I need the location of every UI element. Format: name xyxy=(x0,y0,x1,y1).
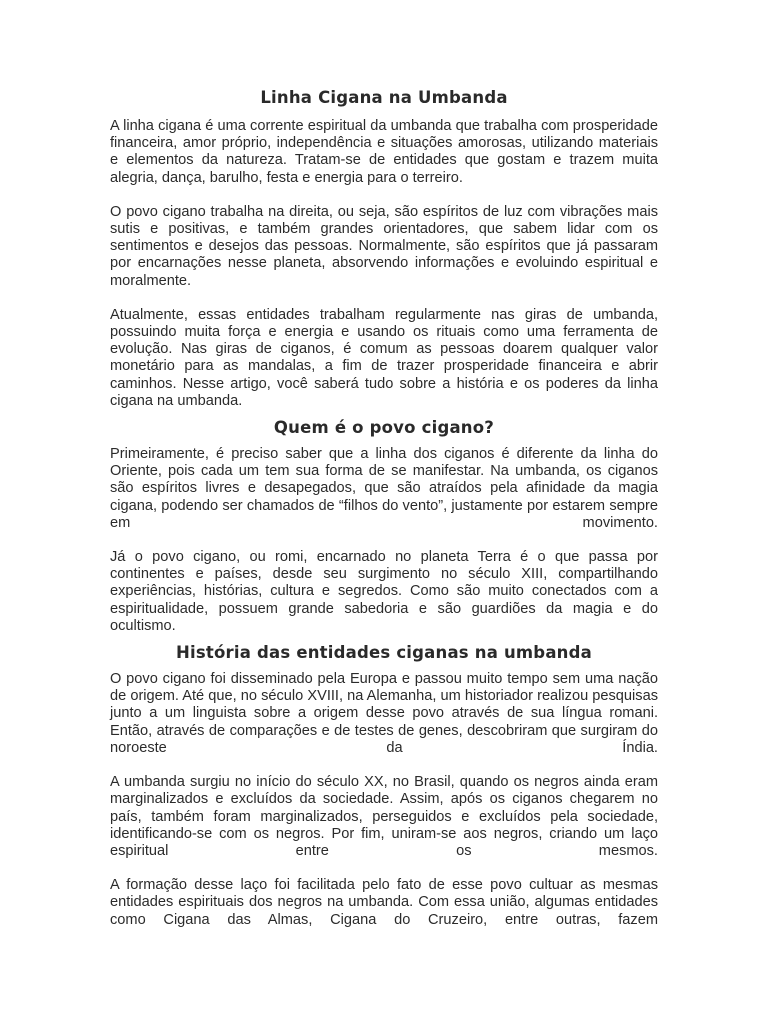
intro-paragraph-2: O povo cigano trabalha na direita, ou seja, são espíritos de luz com vibrações mais sutis e positivas, e também grandes orientadores, que sabem lidar com os sentimentos e desejos das pessoas. Normalmente, são espíritos que já passaram por encarnações nesse planeta, absorvendo informações e evoluindo espiritual e moralmente. xyxy=(110,203,658,289)
intro-paragraph-3: Atualmente, essas entidades trabalham regularmente nas giras de umbanda, possuindo muita força e energia e usando os rituais como uma ferramenta de evolução. Nas giras de ciganos, é comum as pessoas doarem qualquer valor monetário para as mandalas, a fim de trazer prosperidade financeira e abrir caminhos. Nesse artigo, você saberá tudo sobre a história e os poderes da linha cigana na umbanda. xyxy=(110,306,658,409)
section1-paragraph-2: Já o povo cigano, ou romi, encarnado no planeta Terra é o que passa por continentes e países, desde seu surgimento no século XIII, compartilhando experiências, histórias, cultura e segredos. Como são muito conectados com a espiritualidade, possuem grande sabedoria e são guardiões da magia e do ocultismo. xyxy=(110,549,658,634)
section2-paragraph-1: O povo cigano foi disseminado pela Europa e passou muito tempo sem uma nação de origem. Até que, no século XVIII, na Alemanha, um historiador realizou pesquisas junto a um linguista sobre a origem desse povo através de sua língua romani. Então, através de comparações e de testes de genes, descobriram que surgiram do noroeste da Índia. xyxy=(110,671,658,756)
intro-paragraph-1: A linha cigana é uma corrente espiritual da umbanda que trabalha com prosperidade financeira, amor próprio, independência e situações amorosas, utilizando materiais e elementos da natureza. Tratam-se de entidades que gostam e trazem muita alegria, dança, barulho, festa e energia para o terreiro. xyxy=(110,118,658,186)
section2-paragraph-2: A umbanda surgiu no início do século XX, no Brasil, quando os negros ainda eram marginalizados e excluídos da sociedade. Assim, após os ciganos chegarem no país, também foram marginalizados, perseguidos e excluídos pela sociedade, identificando-se com os negros. Por fim, uniram-se aos negros, criando um laço espiritual entre os mesmos. xyxy=(110,774,658,859)
section-heading-quem-e-o-povo-cigano: Quem é o povo cigano? xyxy=(273,418,495,438)
section2-paragraph-3: A formação desse laço foi facilitada pelo fato de esse povo cultuar as mesmas entidades espirituais dos negros na umbanda. Com essa união, algumas entidades como Cigana das Almas, Cigana do Cruzeiro, entre outras, fazem xyxy=(110,877,658,928)
document-page xyxy=(110,88,658,946)
section-heading-historia-das-entidades: História das entidades ciganas na umbanda xyxy=(176,643,592,663)
section1-paragraph-1: Primeiramente, é preciso saber que a linha dos ciganos é diferente da linha do Oriente, pois cada um tem sua forma de se manifestar. Na umbanda, os ciganos são espíritos livres e desapegados, que são atraídos pela afinidade da magia cigana, podendo ser chamados de “filhos do vento”, justamente por estarem sempre em movimento. xyxy=(110,446,658,531)
document-title: Linha Cigana na Umbanda xyxy=(260,88,508,107)
